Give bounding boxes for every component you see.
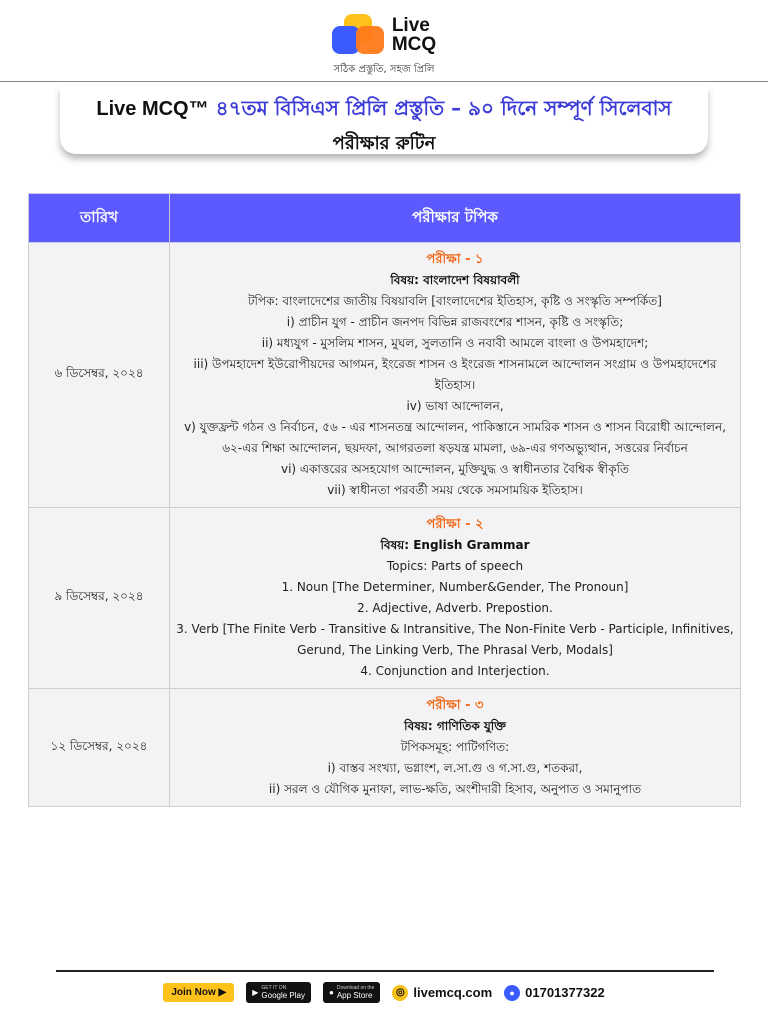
exam-number: পরীক্ষা - ৩ xyxy=(426,698,484,713)
exam-subject: বিষয়: English Grammar xyxy=(380,538,530,552)
topic-line: ii) সরল ও যৌগিক মুনাফা, লাভ-ক্ষতি, অংশীদারী হিসাব, অনুপাত ও সমানুপাত xyxy=(268,782,642,796)
globe-icon: ◎ xyxy=(392,985,408,1001)
row-topic xyxy=(170,508,741,689)
exam-subject: বিষয়: গাণিতিক যুক্তি xyxy=(404,719,506,733)
brand-logo xyxy=(332,14,436,56)
page-subtitle: পরীক্ষার রুটিন xyxy=(332,133,436,154)
title-brand: Live MCQ™ xyxy=(96,98,209,120)
app-store-button[interactable] xyxy=(323,982,380,1003)
topic-line: vii) স্বাধীনতা পরবর্তী সময় থেকে সমসাময়িক ইতিহাস। xyxy=(327,483,583,497)
row-date: ৬ ডিসেম্বর, ২০২৪ xyxy=(29,243,170,508)
phone-number: 01701377322 xyxy=(525,985,605,1000)
exam-subject: বিষয়: বাংলাদেশ বিষয়াবলী xyxy=(390,273,520,287)
google-play-icon: ▶ xyxy=(252,988,259,997)
topic-line: Topics: Parts of speech xyxy=(386,559,524,573)
footer xyxy=(0,982,768,1003)
topic-line: vi) একাত্তরের অসহযোগ আন্দোলন, মুক্তিযুদ্ধ ও স্বাধীনতার বৈশ্বিক স্বীকৃতি xyxy=(280,462,630,476)
app-store-caption: Download on the xyxy=(336,985,375,991)
logo-mark-icon xyxy=(332,14,386,56)
user-icon: ● xyxy=(504,985,520,1001)
table-header-row xyxy=(29,194,741,243)
title-highlight: ৪৭তম বিসিএস প্রিলি প্রস্তুতি – ৯০ দিনে সম্পূর্ণ সিলেবাস xyxy=(215,96,672,120)
header-date: তারিখ xyxy=(29,194,170,243)
phone-contact[interactable] xyxy=(504,985,605,1001)
topic-line: ii) মধ্যযুগ - মুসলিম শাসন, মুঘল, সুলতানি ও নবাবী আমলে বাংলা ও উপমহাদেশ; xyxy=(261,336,649,350)
google-play-label: Google Play xyxy=(261,991,305,1000)
row-topic xyxy=(170,689,741,807)
topic-line: v) যুক্তফ্রন্ট গঠন ও নির্বাচন, ৫৬ - এর শাসনতন্ত্র আন্দোলন, পাকিস্তানে সামরিক শাসন ও শাসন বিরোধী আন্দোলন, ৬২-এর শিক্ষা আন্দোলন, ছয়দফা, আগরতলা ষড়যন্ত্র মামলা, ৬৯-এর গণঅভ্যুত্থান, সত্তরের নির্বাচন xyxy=(184,420,726,455)
play-arrow-icon: ▶ xyxy=(218,987,227,998)
website-link[interactable] xyxy=(392,985,492,1001)
exam-number: পরীক্ষা - ১ xyxy=(426,252,484,267)
title-card xyxy=(60,86,708,154)
topic-line: 4. Conjunction and Interjection. xyxy=(360,664,550,678)
row-date: ১২ ডিসেম্বর, ২০২৪ xyxy=(29,689,170,807)
exam-routine-table xyxy=(28,193,741,807)
table-row xyxy=(29,689,741,807)
row-date: ৯ ডিসেম্বর, ২০২৪ xyxy=(29,508,170,689)
app-store-label: App Store xyxy=(336,991,373,1000)
logo-wordmark: Live MCQ xyxy=(391,15,437,55)
topic-line: i) বাস্তব সংখ্যা, ভগ্নাংশ, ল.সা.গু ও গ.সা.গু, শতকরা, xyxy=(327,761,583,775)
footer-divider xyxy=(56,970,714,972)
apple-icon: ● xyxy=(329,988,334,997)
table-row xyxy=(29,243,741,508)
logo-area xyxy=(0,14,768,79)
topic-line: টপিকসমূহ: পাটিগণিত: xyxy=(400,740,510,754)
topic-line: টপিক: বাংলাদেশের জাতীয় বিষয়াবলি [বাংলাদেশের ইতিহাস, কৃষ্টি ও সংস্কৃতি সম্পর্কিত] xyxy=(248,294,662,308)
page-title xyxy=(60,94,708,127)
topic-line: iii) উপমহাদেশ ইউরোপীয়দের আগমন, ইংরেজ শাসন ও ইংরেজ শাসনামলে আন্দোলন সংগ্রাম ও উপমহাদেশের ইতিহাস। xyxy=(193,357,717,392)
table-row xyxy=(29,508,741,689)
topic-line: i) প্রাচীন যুগ - প্রাচীন জনপদ বিভিন্ন রাজবংশের শাসন, কৃষ্টি ও সংস্কৃতি; xyxy=(286,315,624,329)
website-text: livemcq.com xyxy=(413,985,493,1000)
topic-line: iv) ভাষা আন্দোলন, xyxy=(406,399,504,413)
brand-tagline: সঠিক প্রস্তুতি, সহজ প্রিলি xyxy=(333,64,435,75)
topic-line: 1. Noun [The Determiner, Number&Gender, The Pronoun] xyxy=(281,580,629,594)
topic-line: 3. Verb [The Finite Verb - Transitive & Intransitive, The Non-Finite Verb - Participle, Infinitives, Gerund, The Linking Verb, The Phrasal Verb, Modals] xyxy=(176,622,734,657)
google-play-button[interactable] xyxy=(246,982,311,1003)
exam-number: পরীক্ষা - ২ xyxy=(426,517,484,532)
header-topic: পরীক্ষার টপিক xyxy=(170,194,741,243)
topic-line: 2. Adjective, Adverb. Prepostion. xyxy=(357,601,553,615)
join-now-button[interactable] xyxy=(163,983,234,1002)
join-now-label: Join Now xyxy=(171,987,216,998)
header-divider xyxy=(0,81,768,82)
row-topic xyxy=(170,243,741,508)
google-play-caption: GET IT ON xyxy=(261,985,287,991)
